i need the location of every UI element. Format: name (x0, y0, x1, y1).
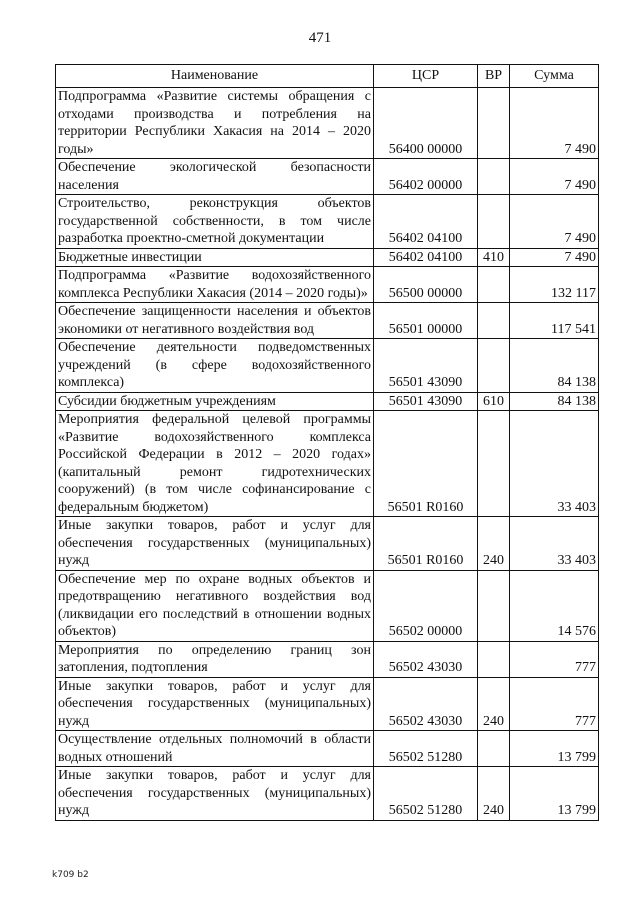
table-row (56, 767, 599, 821)
table-row (56, 570, 599, 641)
row-sum: 117 541 (510, 303, 599, 339)
row-csr: 56502 51280 (374, 731, 478, 767)
row-sum: 13 799 (510, 731, 599, 767)
row-sum: 777 (510, 677, 599, 731)
table-row (56, 248, 599, 267)
row-vr (478, 339, 510, 393)
row-name: Осуществление отдельных полномочий в области водных отношений (56, 731, 374, 767)
table-row (56, 731, 599, 767)
row-sum: 7 490 (510, 88, 599, 159)
table-row (56, 159, 599, 195)
row-csr: 56402 00000 (374, 159, 478, 195)
row-sum: 7 490 (510, 195, 599, 249)
table-row (56, 411, 599, 517)
row-name: Обеспечение деятельности подведомственных учреждений (в сфере водохозяйственного комплекса) (56, 339, 374, 393)
row-csr: 56501 43090 (374, 392, 478, 411)
row-csr: 56501 43090 (374, 339, 478, 393)
row-csr: 56400 00000 (374, 88, 478, 159)
row-csr: 56502 00000 (374, 570, 478, 641)
table-row (56, 517, 599, 571)
row-name: Строительство, реконструкция объектов государственной собственности, в том числе разработка проектно-сметной документации (56, 195, 374, 249)
header-sum: Сумма (510, 65, 599, 88)
row-vr (478, 641, 510, 677)
row-name: Бюджетные инвестиции (56, 248, 374, 267)
row-sum: 13 799 (510, 767, 599, 821)
row-vr (478, 411, 510, 517)
row-csr: 56501 R0160 (374, 517, 478, 571)
row-vr: 240 (478, 767, 510, 821)
row-name: Подпрограмма «Развитие водохозяйственного комплекса Республики Хакасия (2014 – 2020 годы)» (56, 267, 374, 303)
row-vr: 410 (478, 248, 510, 267)
row-name: Субсидии бюджетным учреждениям (56, 392, 374, 411)
row-vr (478, 731, 510, 767)
row-sum: 84 138 (510, 392, 599, 411)
row-name: Иные закупки товаров, работ и услуг для обеспечения государственных (муниципальных) нужд (56, 517, 374, 571)
row-name: Мероприятия по определению границ зон затопления, подтопления (56, 641, 374, 677)
row-vr: 240 (478, 517, 510, 571)
table-row (56, 392, 599, 411)
row-csr: 56502 43030 (374, 641, 478, 677)
row-sum: 14 576 (510, 570, 599, 641)
row-csr: 56402 04100 (374, 195, 478, 249)
row-name: Обеспечение мер по охране водных объектов и предотвращению негативного воздействия вод (ликвидации его последствий в отношении водных объектов) (56, 570, 374, 641)
row-csr: 56502 51280 (374, 767, 478, 821)
row-csr: 56501 00000 (374, 303, 478, 339)
row-csr: 56402 04100 (374, 248, 478, 267)
footer-code: k709 b2 (52, 870, 89, 880)
row-vr (478, 267, 510, 303)
row-name: Подпрограмма «Развитие системы обращения с отходами производства и потребления на территории Республики Хакасия на 2014 – 2020 годы» (56, 88, 374, 159)
row-sum: 33 403 (510, 517, 599, 571)
table-row (56, 339, 599, 393)
row-sum: 33 403 (510, 411, 599, 517)
row-vr (478, 88, 510, 159)
row-vr: 240 (478, 677, 510, 731)
row-vr: 610 (478, 392, 510, 411)
row-vr (478, 570, 510, 641)
header-name: Наименование (56, 65, 374, 88)
row-name: Обеспечение защищенности населения и объектов экономики от негативного воздействия вод (56, 303, 374, 339)
row-vr (478, 195, 510, 249)
table-row (56, 641, 599, 677)
table-row (56, 195, 599, 249)
row-csr: 56500 00000 (374, 267, 478, 303)
row-sum: 132 117 (510, 267, 599, 303)
row-csr: 56502 43030 (374, 677, 478, 731)
row-name: Иные закупки товаров, работ и услуг для обеспечения государственных (муниципальных) нужд (56, 677, 374, 731)
table-row (56, 267, 599, 303)
table-header-row (56, 65, 599, 88)
row-vr (478, 159, 510, 195)
row-name: Иные закупки товаров, работ и услуг для обеспечения государственных (муниципальных) нужд (56, 767, 374, 821)
row-csr: 56501 R0160 (374, 411, 478, 517)
header-csr: ЦСР (374, 65, 478, 88)
budget-table (55, 64, 599, 821)
table-row (56, 303, 599, 339)
row-sum: 7 490 (510, 159, 599, 195)
row-sum: 7 490 (510, 248, 599, 267)
row-vr (478, 303, 510, 339)
page-number: 471 (308, 30, 332, 46)
table-row (56, 677, 599, 731)
row-sum: 777 (510, 641, 599, 677)
row-sum: 84 138 (510, 339, 599, 393)
row-name: Мероприятия федеральной целевой программы «Развитие водохозяйственного комплекса Российской Федерации в 2012 – 2020 годах» (капитальный ремонт гидротехнических сооружений) (в том числе софинансирование с федеральным бюджетом) (56, 411, 374, 517)
header-vr: ВР (478, 65, 510, 88)
table-row (56, 88, 599, 159)
row-name: Обеспечение экологической безопасности населения (56, 159, 374, 195)
